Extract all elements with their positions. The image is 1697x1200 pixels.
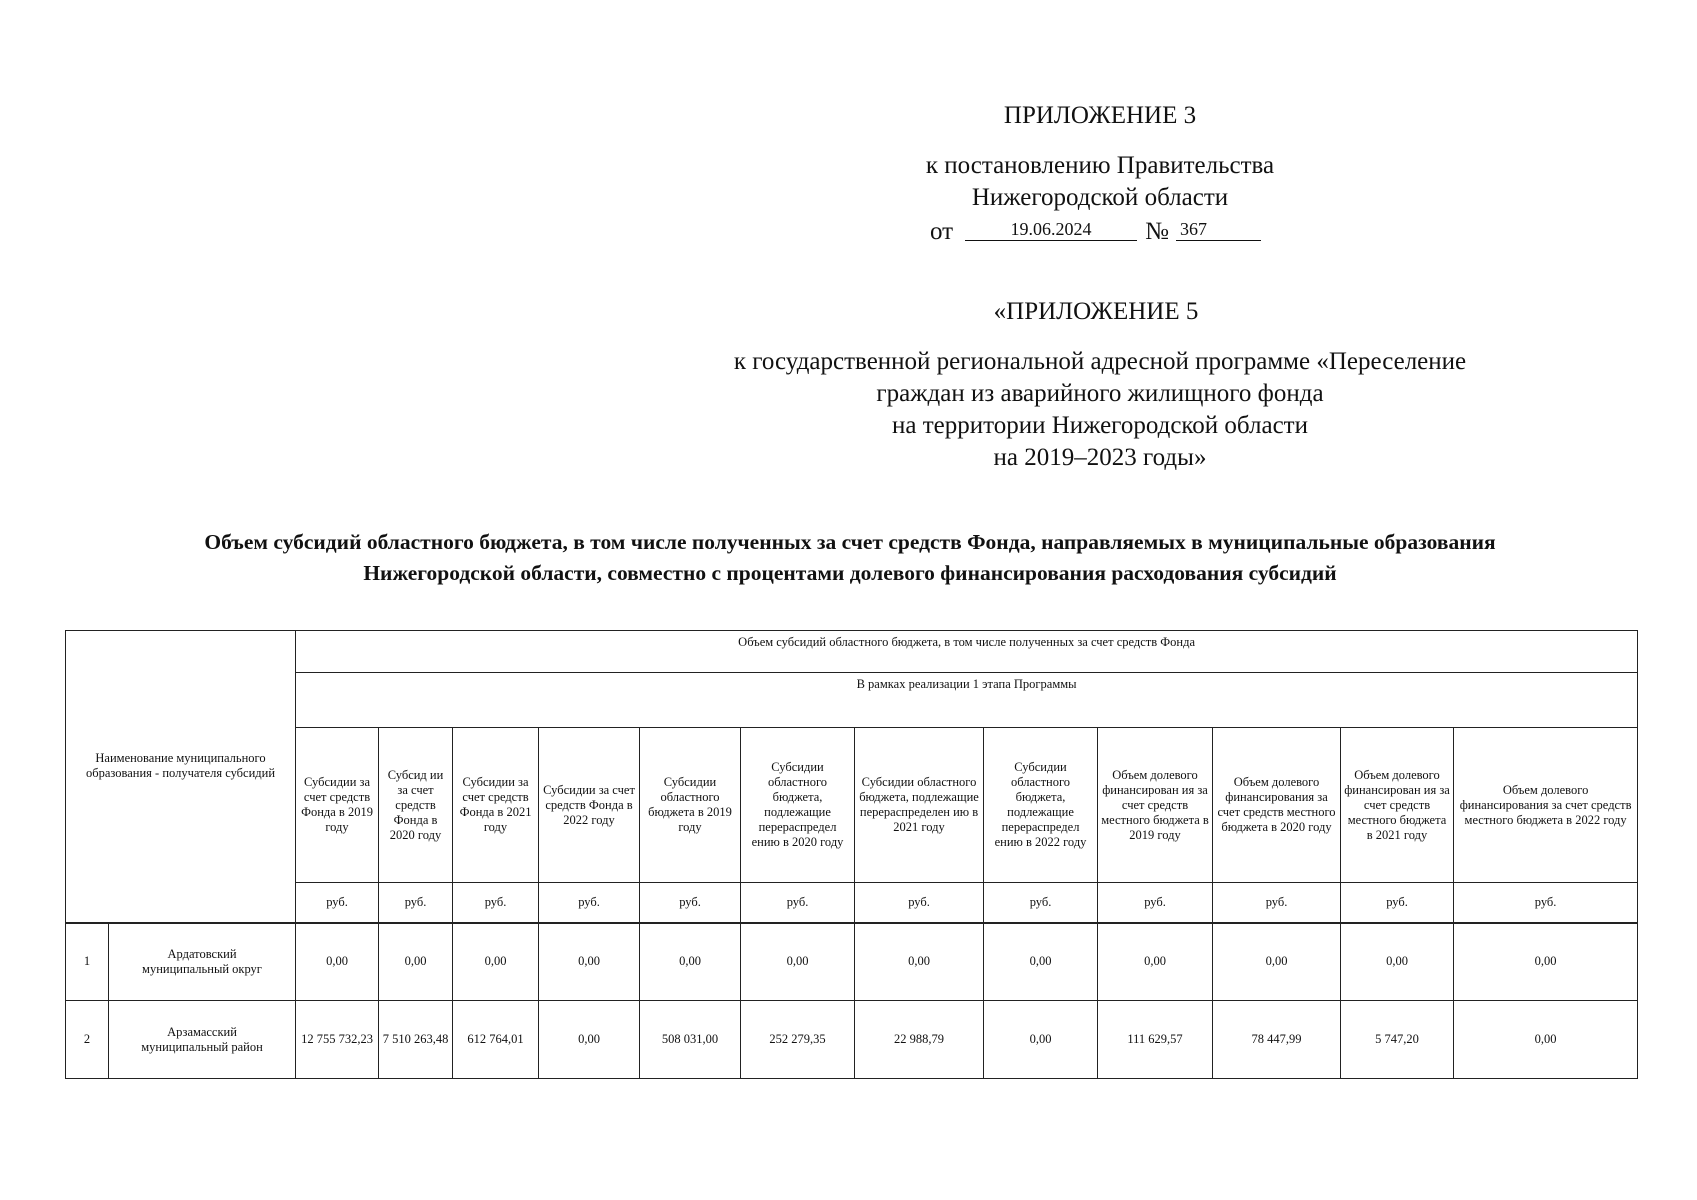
program-line-3: на территории Нижегородской области	[891, 412, 1308, 439]
value-cell: 0,00	[984, 923, 1098, 1001]
value-cell: 0,00	[296, 923, 379, 1001]
unit-cell: руб.	[539, 883, 640, 923]
row-number: 2	[66, 1001, 109, 1079]
unit-cell: руб.	[640, 883, 741, 923]
value-cell: 252 279,35	[741, 1001, 855, 1079]
document-title-line-2: Нижегородской области, совместно с процентами долевого финансирования расходования субсидий	[363, 561, 1337, 585]
unit-cell: руб.	[379, 883, 453, 923]
appendix-3-title: ПРИЛОЖЕНИЕ 3	[1003, 102, 1197, 129]
value-cell: 22 988,79	[855, 1001, 984, 1079]
unit-cell: руб.	[1341, 883, 1454, 923]
program-line-1: к государственной региональной адресной программе «Переселение	[733, 348, 1467, 375]
value-cell: 0,00	[1213, 923, 1341, 1001]
value-cell: 0,00	[984, 1001, 1098, 1079]
unit-cell: руб.	[1454, 883, 1638, 923]
column-header: Объем долевого финансирован ия за счет средств местного бюджета в 2019 году	[1098, 728, 1213, 883]
resolution-line-1: к постановлению Правительства	[925, 152, 1275, 179]
table-row	[66, 923, 1638, 1001]
value-cell: 612 764,01	[453, 1001, 539, 1079]
value-cell: 0,00	[1454, 923, 1638, 1001]
stage-header: В рамках реализации 1 этапа Программы	[296, 673, 1638, 728]
value-cell: 0,00	[1454, 1001, 1638, 1079]
number-field: 367	[1176, 218, 1261, 241]
value-cell: 0,00	[855, 923, 984, 1001]
municipality-name: Арзамасский муниципальный район	[109, 1001, 296, 1079]
table-row	[66, 1001, 1638, 1079]
value-cell: 0,00	[453, 923, 539, 1001]
value-cell: 7 510 263,48	[379, 1001, 453, 1079]
resolution-line-2: Нижегородской области	[971, 184, 1229, 211]
unit-cell: руб.	[296, 883, 379, 923]
value-cell: 0,00	[1098, 923, 1213, 1001]
value-cell: 0,00	[1341, 923, 1454, 1001]
subsidy-table	[65, 630, 1638, 1079]
unit-cell: руб.	[855, 883, 984, 923]
column-header: Объем долевого финансирования за счет средств местного бюджета в 2022 году	[1454, 728, 1638, 883]
column-header: Субсидии областного бюджета, подлежащие перераспредел ению в 2020 году	[741, 728, 855, 883]
value-cell: 0,00	[741, 923, 855, 1001]
row-number: 1	[66, 923, 109, 1001]
column-header: Объем долевого финансирован ия за счет средств местного бюджета в 2021 году	[1341, 728, 1454, 883]
appendix-5-title: «ПРИЛОЖЕНИЕ 5	[993, 298, 1199, 325]
value-cell: 78 447,99	[1213, 1001, 1341, 1079]
unit-cell: руб.	[1098, 883, 1213, 923]
unit-cell: руб.	[741, 883, 855, 923]
program-line-2: граждан из аварийного жилищного фонда	[876, 380, 1324, 407]
column-header: Субсидии областного бюджета, подлежащие перераспредел ению в 2022 году	[984, 728, 1098, 883]
program-line-4: на 2019–2023 годы»	[993, 444, 1207, 471]
number-label: №	[1145, 218, 1169, 245]
date-field: 19.06.2024	[965, 218, 1137, 241]
from-label: от	[930, 218, 954, 245]
column-header: Субсидии за счет средств Фонда в 2022 году	[539, 728, 640, 883]
value-cell: 0,00	[539, 1001, 640, 1079]
value-cell: 0,00	[539, 923, 640, 1001]
unit-cell: руб.	[453, 883, 539, 923]
unit-cell: руб.	[984, 883, 1098, 923]
column-header: Субсид ии за счет средств Фонда в 2020 году	[379, 728, 453, 883]
column-header: Субсидии областного бюджета, подлежащие перераспределен ию в 2021 году	[855, 728, 984, 883]
column-header: Объем долевого финансирования за счет средств местного бюджета в 2020 году	[1213, 728, 1341, 883]
value-cell: 111 629,57	[1098, 1001, 1213, 1079]
document-title-line-1: Объем субсидий областного бюджета, в том числе полученных за счет средств Фонда, направляемых в муниципальные образования	[204, 530, 1496, 554]
municipality-name: Ардатовский муниципальный округ	[109, 923, 296, 1001]
group-header: Объем субсидий областного бюджета, в том числе полученных за счет средств Фонда	[296, 631, 1638, 673]
value-cell: 0,00	[640, 923, 741, 1001]
column-header: Субсидии за счет средств Фонда в 2021 году	[453, 728, 539, 883]
column-header: Субсидии за счет средств Фонда в 2019 году	[296, 728, 379, 883]
value-cell: 508 031,00	[640, 1001, 741, 1079]
name-header: Наименование муниципального образования - получателя субсидий	[66, 631, 296, 923]
unit-cell: руб.	[1213, 883, 1341, 923]
value-cell: 0,00	[379, 923, 453, 1001]
column-header: Субсидии областного бюджета в 2019 году	[640, 728, 741, 883]
value-cell: 12 755 732,23	[296, 1001, 379, 1079]
value-cell: 5 747,20	[1341, 1001, 1454, 1079]
